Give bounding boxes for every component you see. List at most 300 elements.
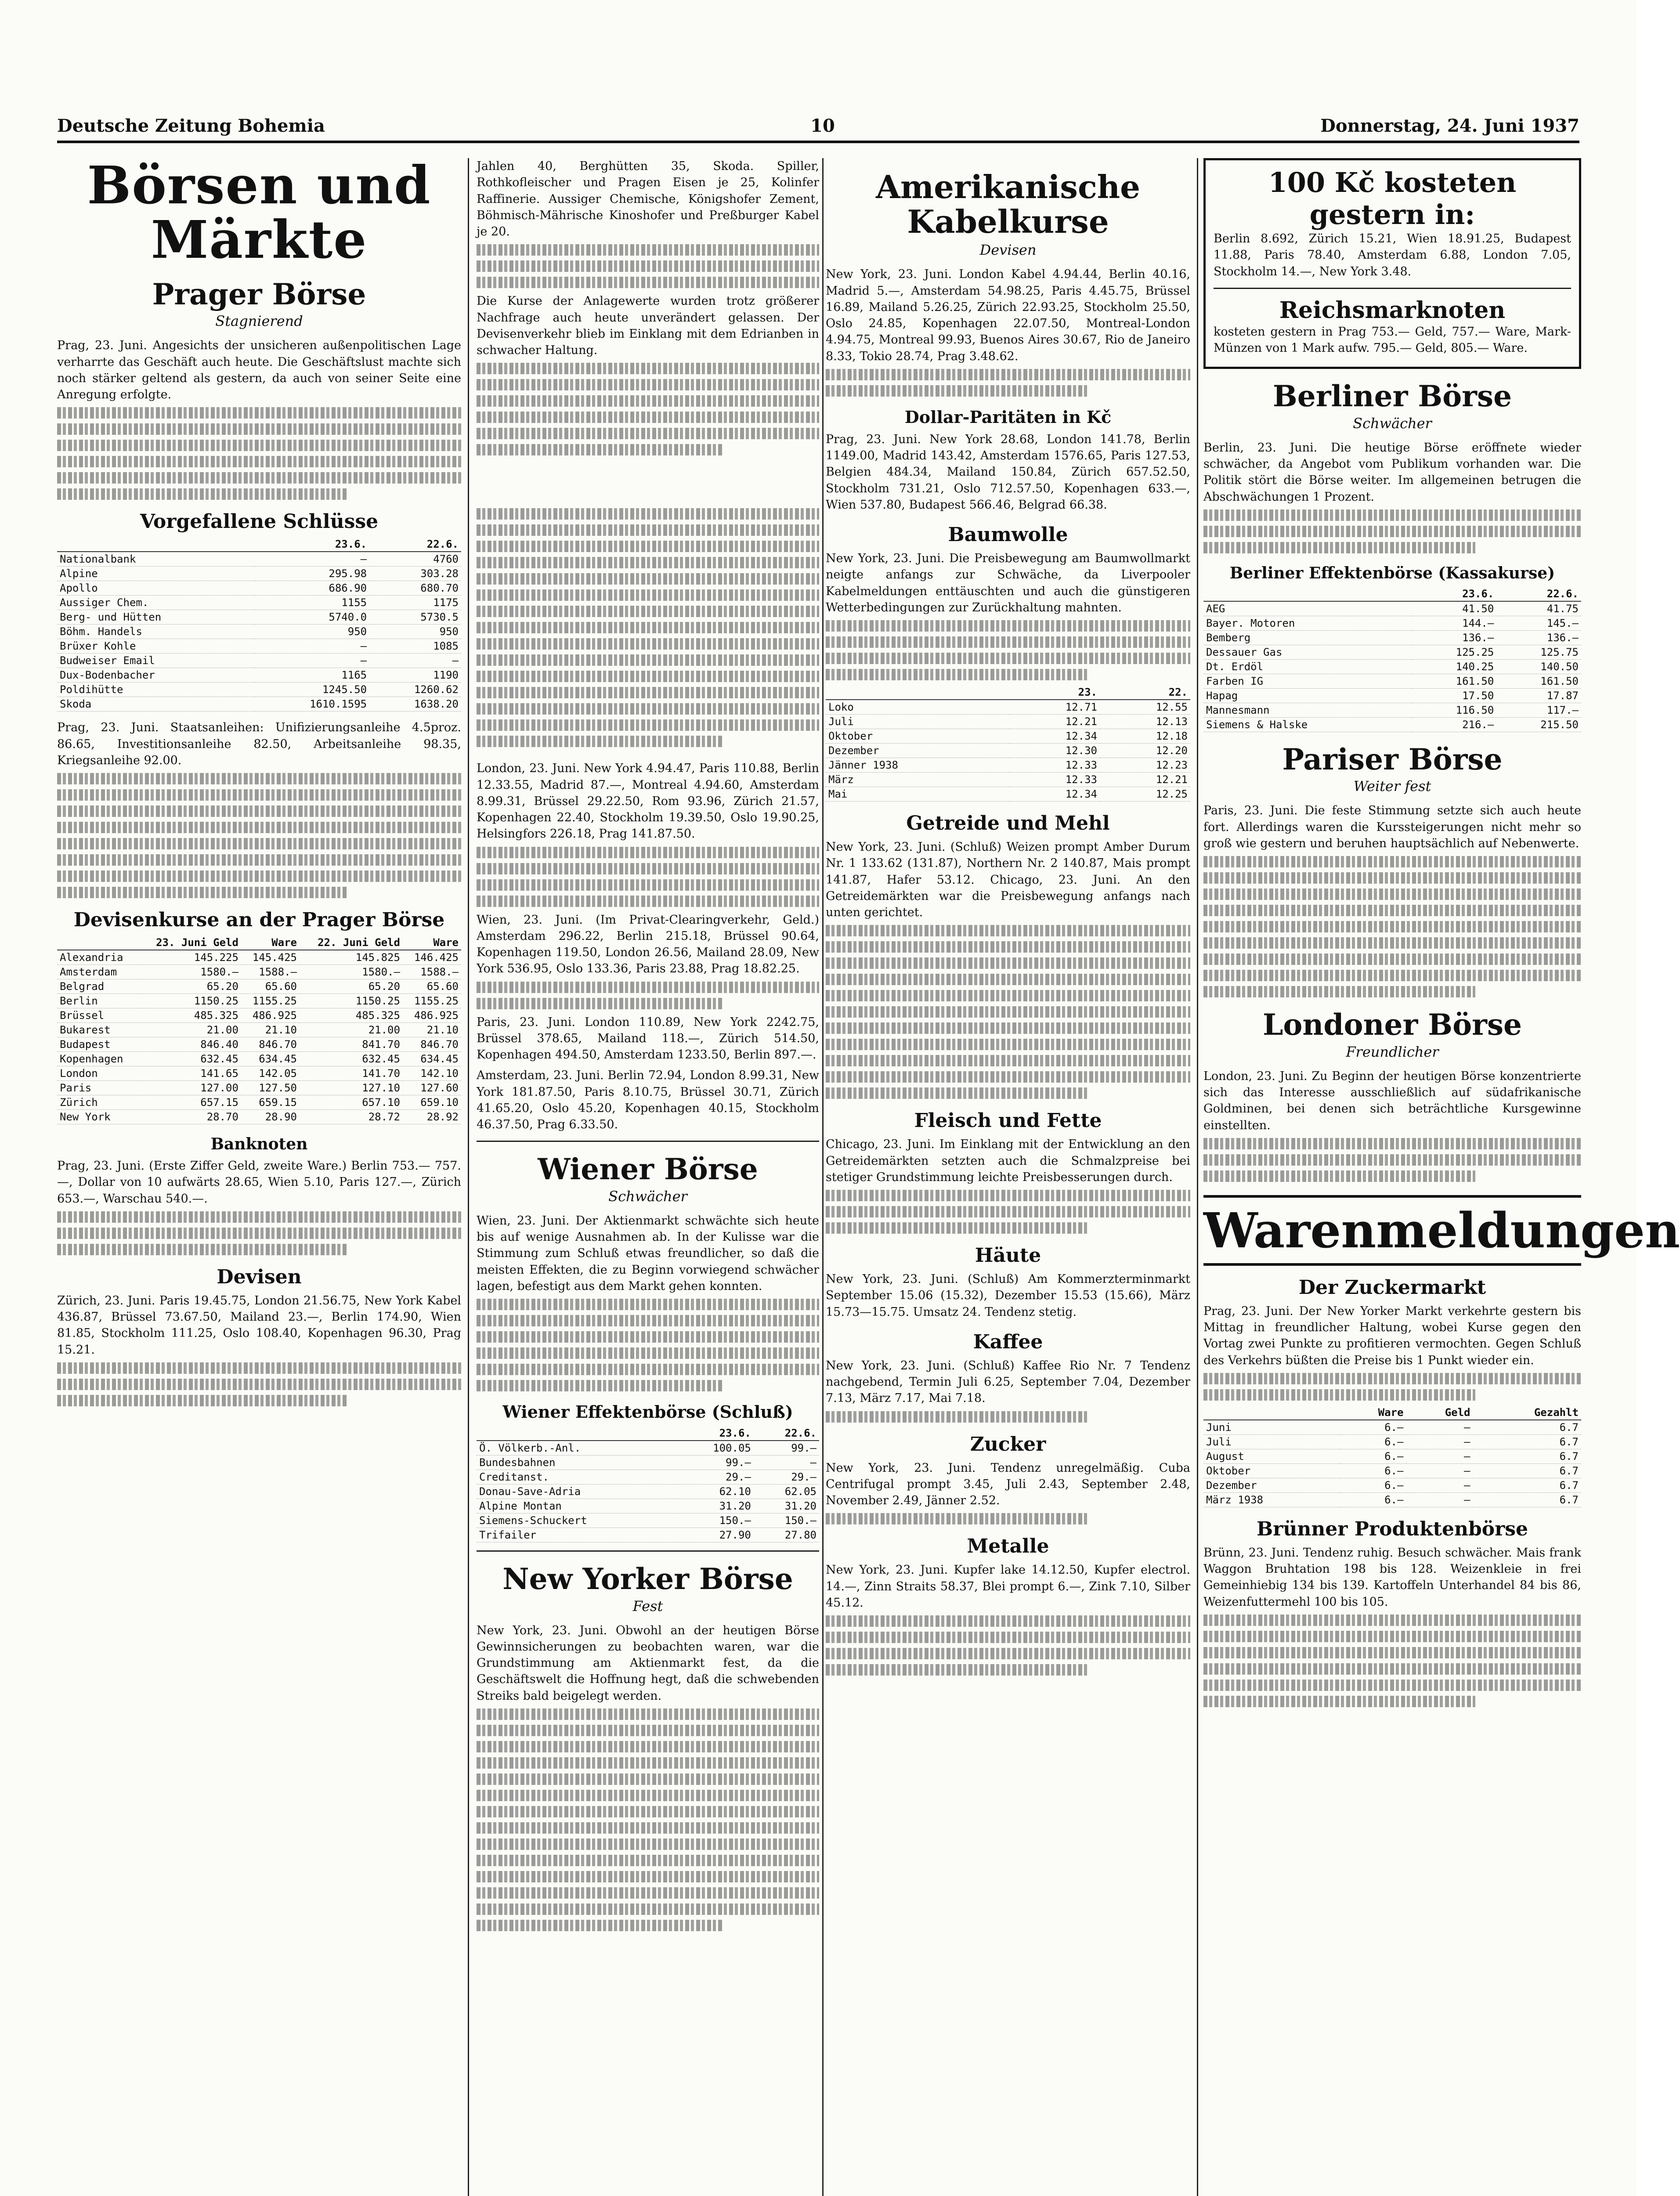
text-line [477, 638, 819, 650]
text-line [57, 472, 461, 484]
table-cell: 65.60 [403, 979, 461, 994]
text-line [57, 1379, 461, 1390]
text-line [826, 1055, 1190, 1066]
table-cell: 99.— [677, 1456, 754, 1470]
text-line [826, 941, 1190, 953]
table-cell: 12.33 [1009, 773, 1100, 787]
text-line [826, 1513, 1088, 1524]
text-line [1203, 1696, 1475, 1707]
table-cell: — [1406, 1449, 1473, 1463]
row-label: Dezember [826, 744, 1009, 758]
row-label: Oktober [826, 729, 1009, 744]
table-cell: 127.00 [138, 1081, 241, 1095]
table-cell: 6.7 [1473, 1478, 1581, 1492]
table-cell: 486.925 [241, 1008, 300, 1023]
table-row [1203, 688, 1581, 703]
text-line [477, 395, 819, 407]
table-row [477, 1499, 819, 1513]
table-cell: 1588.— [241, 965, 300, 979]
row-label: Alpine Montan [477, 1499, 677, 1513]
table-row [57, 610, 461, 625]
table-row [826, 787, 1190, 802]
row-label: Dux-Bodenbacher [57, 668, 254, 683]
column-header [1203, 1405, 1339, 1420]
text-line [477, 622, 819, 633]
text-line [477, 1364, 819, 1375]
table-row [1203, 1434, 1581, 1449]
column-header: 23.6. [1412, 587, 1497, 601]
table-cell: — [1406, 1492, 1473, 1507]
text-line [477, 524, 819, 536]
column-header: Gezahlt [1473, 1405, 1581, 1420]
table-cell: 145.825 [300, 950, 403, 965]
text-line [57, 488, 348, 500]
article-text: Prag, 23. Juni. Staatsanleihen: Unifizierungsanleihe 4.5proz. 86.65, Investitionsanleihe 82.50, Arbeitsanleihe 98.35, Kriegsanleihe 92.00. [57, 721, 461, 767]
text-line [477, 428, 819, 439]
text-line [477, 1380, 723, 1391]
text-line [477, 847, 819, 858]
table-row [1203, 659, 1581, 674]
table-row [1203, 717, 1581, 732]
article-text: New York, 23. Juni. (Schluß) Kaffee Rio Nr. 7 Tendenz nachgebend, Termin Juli 6.25, September 7.04, Dezember 7.13, März 7.17, Mai 7.18. [826, 1358, 1190, 1405]
row-label: Bukarest [57, 1023, 138, 1037]
table-cell: — [254, 639, 369, 654]
table-cell: 1638.20 [369, 697, 461, 712]
text-line [57, 1395, 348, 1406]
text-line [477, 573, 819, 585]
row-label: Creditanst. [477, 1470, 677, 1484]
subsection-title: Getreide und Mehl [906, 812, 1110, 835]
text-line [477, 379, 819, 390]
row-label: Dt. Erdöl [1203, 659, 1412, 674]
row-label: Budapest [57, 1037, 138, 1052]
text-line [477, 541, 819, 552]
text-line [1203, 509, 1581, 521]
text-line [1203, 856, 1581, 867]
text-line [57, 773, 461, 784]
article-text: Brünn, 23. Juni. Tendenz ruhig. Besuch schwächer. Mais frank Waggon Bruhtation 198 bis 128. Weizenkleie in frei Gemeinhiebig 134 bis 139. Kartoffeln Unterhandel 84 bis 86, Weizenfuttermehl 100 bis 105. [1203, 1546, 1581, 1609]
table-row [1203, 1420, 1581, 1435]
text-line [826, 385, 1088, 397]
section-subtitle: Stagnierend [215, 313, 303, 330]
table-cell: 140.50 [1496, 659, 1581, 674]
row-label: Trifailer [477, 1528, 677, 1542]
article-text: Prag, 23. Juni. New York 28.68, London 141.78, Berlin 1149.00, Madrid 143.42, Amsterdam 1576.65, Paris 127.53, Belgien 484.34, Mailand 150.84, Zürich 657.52.50, Stockholm 731.21, Oslo 712.57.50, Kopenhagen 633.—, Wien 537.80, Budapest 566.46, Belgrad 66.38. [826, 432, 1190, 512]
table-cell: 99.— [754, 1441, 819, 1456]
table-cell: 6.7 [1473, 1492, 1581, 1507]
table-cell: 41.50 [1412, 601, 1497, 616]
text-line [477, 654, 819, 666]
table-cell: 303.28 [369, 567, 461, 581]
table-row [57, 596, 461, 610]
text-line [477, 687, 819, 698]
row-label: Böhm. Handels [57, 625, 254, 639]
table-cell: 216.— [1412, 717, 1497, 732]
table-cell: 634.45 [403, 1052, 461, 1066]
row-label: AEG [1203, 601, 1412, 616]
table-cell: 950 [369, 625, 461, 639]
table-cell: — [1406, 1434, 1473, 1449]
table-cell: 12.25 [1100, 787, 1190, 802]
text-line [57, 407, 461, 419]
table-cell: 6.— [1339, 1434, 1406, 1449]
table-cell: 12.18 [1100, 729, 1190, 744]
table-cell: 127.50 [241, 1081, 300, 1095]
table-title: Wiener Effektenbörse (Schluß) [502, 1402, 793, 1422]
text-line [477, 1347, 819, 1359]
text-line [57, 887, 348, 898]
text-line [57, 870, 461, 882]
text-line [826, 1222, 1088, 1234]
text-line [1203, 1170, 1475, 1182]
text-line [57, 854, 461, 866]
text-line [826, 653, 1190, 664]
text-line [477, 1725, 819, 1736]
row-label: Farben IG [1203, 674, 1412, 688]
table-row [57, 1008, 461, 1023]
article-text: London, 23. Juni. Zu Beginn der heutigen Börse konzentrierte sich das Interesse ausschließlich auf südafrikanische Goldminen, bei denen sich beträchtliche Kursgewinne einstellten. [1203, 1069, 1581, 1132]
article-text: New York, 23. Juni. (Schluß) Am Kommerzterminmarkt September 15.06 (15.32), Dezember 15.53 (15.66), März 15.73—15.75. Umsatz 24. Tendenz stetig. [826, 1272, 1190, 1319]
text-line [1203, 1138, 1581, 1149]
table-cell: 31.20 [754, 1499, 819, 1513]
text-line [477, 277, 819, 288]
article-text: Die Kurse der Anlagewerte wurden trotz größerer Nachfrage auch heute unverändert gelassen. Der Devisenverkehr blieb im Einklang mit dem Edrianben in schwacher Haltung. [477, 294, 819, 357]
column-rule [1197, 158, 1198, 2196]
text-line [1203, 970, 1581, 981]
row-label: Juni [1203, 1420, 1339, 1435]
table-row [826, 729, 1190, 744]
column-header: 22. Juni Geld [300, 935, 403, 950]
table-cell: — [369, 654, 461, 668]
subsection-title: Kaffee [973, 1330, 1043, 1353]
table-cell: 12.13 [1100, 715, 1190, 729]
table-cell: 6.7 [1473, 1434, 1581, 1449]
column-header [1203, 587, 1412, 601]
table-cell: 5740.0 [254, 610, 369, 625]
table-cell: 5730.5 [369, 610, 461, 625]
text-line [477, 1790, 819, 1801]
text-line [477, 508, 819, 520]
subsection-title: Dollar-Paritäten in Kč [904, 407, 1112, 427]
row-label: Poldihütte [57, 683, 254, 697]
table-cell: 28.92 [403, 1110, 461, 1124]
table-cell: 1155 [254, 596, 369, 610]
box-title: Reichsmarknoten [1279, 296, 1506, 324]
table-row [826, 758, 1190, 773]
table-cell: 12.34 [1009, 787, 1100, 802]
text-line [1203, 542, 1475, 553]
text-line [1203, 1647, 1581, 1658]
subsection-title: Metalle [967, 1535, 1049, 1558]
row-label: Bundesbahnen [477, 1456, 677, 1470]
article-text: Wien, 23. Juni. Der Aktienmarkt schwächte sich heute bis auf wenige Ausnahmen ab. In der Kulisse war die Stimmung zum Schluß etwas freundlicher, so daß die meisten Effekten, die zu Beginn vorwiegend schwächer lagen, befestigt aus dem Markt gehen konnten. [477, 1214, 819, 1293]
table-cell: 21.10 [241, 1023, 300, 1037]
table-row [1203, 601, 1581, 616]
text-line [477, 1315, 819, 1326]
text-line [477, 1331, 819, 1343]
text-line [477, 1838, 819, 1850]
table-cell: 6.— [1339, 1492, 1406, 1507]
row-label: Alexandria [57, 950, 138, 965]
table-cell: 12.20 [1100, 744, 1190, 758]
section-subtitle: Fest [632, 1597, 663, 1614]
table-cell: 17.87 [1496, 688, 1581, 703]
text-line [1203, 1631, 1581, 1642]
text-line [1203, 937, 1581, 949]
table-row [57, 965, 461, 979]
text-line [477, 703, 819, 715]
table-row [57, 1052, 461, 1066]
text-line [826, 1039, 1190, 1050]
table-cell: 28.72 [300, 1110, 403, 1124]
table-row [1203, 1478, 1581, 1492]
text-line [57, 838, 461, 849]
text-line [826, 1648, 1190, 1659]
column-header [477, 1426, 677, 1441]
row-label: Oktober [1203, 1463, 1339, 1478]
text-line [477, 557, 819, 568]
table-cell: 100.05 [677, 1441, 754, 1456]
table-cell: 141.65 [138, 1066, 241, 1081]
divider [1214, 288, 1571, 289]
table-cell: 1260.62 [369, 683, 461, 697]
table-cell: 29.— [677, 1470, 754, 1484]
column-header [57, 935, 138, 950]
table-row [826, 700, 1190, 715]
table-row [1203, 630, 1581, 645]
table-cell: 659.10 [403, 1095, 461, 1110]
text-line [477, 1806, 819, 1817]
table-row [1203, 645, 1581, 659]
column-4 [1203, 158, 1680, 1712]
table-cell: 161.50 [1412, 674, 1497, 688]
table-cell: 116.50 [1412, 703, 1497, 717]
table-cell: 144.— [1412, 616, 1497, 630]
table-row [57, 639, 461, 654]
text-line [57, 423, 461, 435]
table-cell: 6.— [1339, 1478, 1406, 1492]
table-row [477, 1513, 819, 1528]
article-text: Amsterdam, 23. Juni. Berlin 72.94, London 8.99.31, New York 181.87.50, Paris 8.10.75, Brüssel 30.71, Zürich 41.65.20, Oslo 45.20, Kopenhagen 40.15, Stockholm 46.37.50, Prag 6.33.50. [477, 1069, 819, 1131]
article-text: Prag, 23. Juni. Angesichts der unsicheren außenpolitischen Lage verharrte das Geschäft auch heute. Die Geschäftslust machte sich noch stärker geltend als gestern, da auch von seiner Seite eine Anregung erfolgte. [57, 339, 461, 402]
article-text: Berlin, 23. Juni. Die heutige Börse eröffnete wieder schwächer, da Angebot vom Publikum vorhanden war. Die Politik stört die Börse weiter. Im allgemeinen betrugen die Abschwächungen 1 Prozent. [1203, 441, 1581, 504]
devisen-table [57, 935, 461, 1124]
table-cell: 145.— [1496, 616, 1581, 630]
table-cell: 136.— [1412, 630, 1497, 645]
row-label: August [1203, 1449, 1339, 1463]
section-subtitle: Schwächer [608, 1188, 687, 1205]
column-header: Ware [403, 935, 461, 950]
table-cell: 141.70 [300, 1066, 403, 1081]
table-cell: 31.20 [677, 1499, 754, 1513]
table-row [57, 581, 461, 596]
column-header: 22.6. [369, 537, 461, 552]
subsection-title: Zucker [970, 1433, 1046, 1456]
text-line [1203, 1614, 1581, 1626]
text-line [477, 363, 819, 374]
page-header [57, 92, 1579, 143]
row-label: Skoda [57, 697, 254, 712]
table-cell: — [1406, 1420, 1473, 1435]
table-cell: 6.7 [1473, 1449, 1581, 1463]
table-cell: 136.— [1496, 630, 1581, 645]
table-row [477, 1470, 819, 1484]
row-label: Belgrad [57, 979, 138, 994]
row-label: Mai [826, 787, 1009, 802]
table-cell: 127.60 [403, 1081, 461, 1095]
table-row [57, 654, 461, 668]
table-title: Berliner Effektenbörse (Kassakurse) [1229, 563, 1555, 582]
table-cell: 846.70 [241, 1037, 300, 1052]
table-cell: 28.90 [241, 1110, 300, 1124]
text-line [477, 1299, 819, 1310]
table-cell: 65.20 [138, 979, 241, 994]
table-cell: 485.325 [300, 1008, 403, 1023]
section-title: Pariser Börse [1282, 742, 1503, 777]
box-title: 100 Kč kosteten gestern in: [1268, 166, 1517, 231]
row-label: Budweiser Email [57, 654, 254, 668]
table-cell: 846.70 [403, 1037, 461, 1052]
text-line [1203, 889, 1581, 900]
text-line [57, 440, 461, 451]
table-cell: 6.7 [1473, 1463, 1581, 1478]
vienna-table [477, 1426, 819, 1542]
table-cell: 12.34 [1009, 729, 1100, 744]
table-cell: 41.75 [1496, 601, 1581, 616]
table-cell: 62.05 [754, 1484, 819, 1499]
table-cell: 145.225 [138, 950, 241, 965]
table-cell: 1580.— [300, 965, 403, 979]
text-line [477, 1855, 819, 1866]
table-row [57, 1066, 461, 1081]
row-label: Aussiger Chem. [57, 596, 254, 610]
subsection-title: Häute [975, 1244, 1041, 1267]
article-text: Wien, 23. Juni. (Im Privat-Clearingverkehr, Geld.) Amsterdam 296.22, Berlin 215.18, Brüssel 90.64, Kopenhagen 119.50, London 26.56, Mailand 28.09, New York 536.95, Oslo 133.36, Paris 23.88, Prag 18.82.25. [477, 913, 819, 976]
text-line [477, 1920, 723, 1931]
table-cell: 150.— [677, 1513, 754, 1528]
table-row [57, 994, 461, 1008]
table-row [1203, 1449, 1581, 1463]
table-cell: 1085 [369, 639, 461, 654]
text-line [477, 444, 723, 455]
table-cell: 21.00 [300, 1023, 403, 1037]
text-line [477, 589, 819, 601]
row-label: Hapag [1203, 688, 1412, 703]
row-label: Juli [826, 715, 1009, 729]
cotton-table [826, 685, 1190, 802]
section-title: Wiener Börse [538, 1152, 758, 1187]
table-cell: 12.30 [1009, 744, 1100, 758]
table-row [477, 1441, 819, 1456]
table-cell: 1150.25 [138, 994, 241, 1008]
table-cell: 6.— [1339, 1449, 1406, 1463]
table-cell: 161.50 [1496, 674, 1581, 688]
table-row [57, 950, 461, 965]
exchange-box [1203, 158, 1581, 369]
article-text: Prag, 23. Juni. Der New Yorker Markt verkehrte gestern bis Mittag in freundlicher Haltung, wobei Kurse gegen den Vortag zwei Punkte zu profitieren vermochten. Gegen Schluß des Verkehrs büßten die Preise bis 1 Punkt wieder ein. [1203, 1304, 1581, 1367]
table-cell: 12.21 [1009, 715, 1100, 729]
text-line [477, 982, 819, 993]
column-header: Geld [1406, 1405, 1473, 1420]
text-line [477, 719, 819, 731]
text-line [826, 1006, 1190, 1018]
text-line [826, 974, 1190, 985]
text-line [826, 1664, 1088, 1676]
table-row [57, 683, 461, 697]
table-cell: — [1406, 1478, 1473, 1492]
text-line [57, 822, 461, 833]
article-text: New York, 23. Juni. Kupfer lake 14.12.50, Kupfer electrol. 14.—, Zinn Straits 58.37, Blei prompt 6.—, Zink 7.10, Silber 45.12. [826, 1563, 1190, 1610]
table-cell: 485.325 [138, 1008, 241, 1023]
divider [477, 1550, 819, 1552]
table-row [57, 668, 461, 683]
table-row [57, 697, 461, 712]
table-cell: 1580.— [138, 965, 241, 979]
row-label: New York [57, 1110, 138, 1124]
text-line [1203, 872, 1581, 884]
text-line [826, 1190, 1190, 1201]
text-line [477, 606, 819, 617]
table-cell: 1150.25 [300, 994, 403, 1008]
berlin-table [1203, 587, 1581, 732]
table-cell: 142.10 [403, 1066, 461, 1081]
row-label: Jänner 1938 [826, 758, 1009, 773]
table-row [477, 1456, 819, 1470]
row-label: Zürich [57, 1095, 138, 1110]
table-row [477, 1528, 819, 1542]
table-cell: 12.21 [1100, 773, 1190, 787]
column-header: 22. [1100, 685, 1190, 700]
table-cell: — [254, 654, 369, 668]
text-line [1203, 954, 1581, 965]
row-label: Dessauer Gas [1203, 645, 1412, 659]
table-cell: 17.50 [1412, 688, 1497, 703]
column-header: Ware [1339, 1405, 1406, 1420]
box-text: kosteten gestern in Prag 753.— Geld, 757.— Ware, Mark-Münzen von 1 Mark aufw. 795.— Geld, 805.— Ware. [1214, 325, 1571, 355]
text-line [826, 1022, 1190, 1034]
section-subtitle: Weiter fest [1353, 778, 1431, 795]
subsection-title: Der Zuckermarkt [1298, 1276, 1486, 1299]
section-title: New Yorker Börse [502, 1562, 793, 1596]
table-cell: 1190 [369, 668, 461, 683]
text-line [477, 244, 819, 256]
section-subtitle: Schwächer [1353, 415, 1432, 432]
section-title: Amerikanische Kabelkurse [876, 168, 1140, 241]
section-title: Londoner Börse [1262, 1008, 1522, 1042]
subsection-title: Devisen [217, 1265, 302, 1288]
text-line [826, 636, 1190, 648]
text-line [1203, 921, 1581, 932]
text-line [826, 669, 1088, 680]
table-cell: 145.425 [241, 950, 300, 965]
column-header [57, 537, 254, 552]
text-line [57, 789, 461, 801]
table-cell: 1155.25 [403, 994, 461, 1008]
text-line [477, 1773, 819, 1785]
article-text: Prag, 23. Juni. (Erste Ziffer Geld, zweite Ware.) Berlin 753.— 757.—, Dollar von 10 aufwärts 28.65, Wien 5.10, Paris 127.—, Zürich 653.—, Warschau 540.—. [57, 1159, 461, 1206]
header-left: Deutsche Zeitung Bohemia [57, 116, 325, 136]
sugar-table [1203, 1405, 1581, 1507]
text-line [477, 998, 723, 1009]
row-label: London [57, 1066, 138, 1081]
table-cell: 12.23 [1100, 758, 1190, 773]
column-1 [57, 155, 461, 1411]
table-cell: 486.925 [403, 1008, 461, 1023]
text-line [826, 957, 1190, 969]
divider [477, 1141, 819, 1142]
table-cell: 27.90 [677, 1528, 754, 1542]
table-row [1203, 1463, 1581, 1478]
